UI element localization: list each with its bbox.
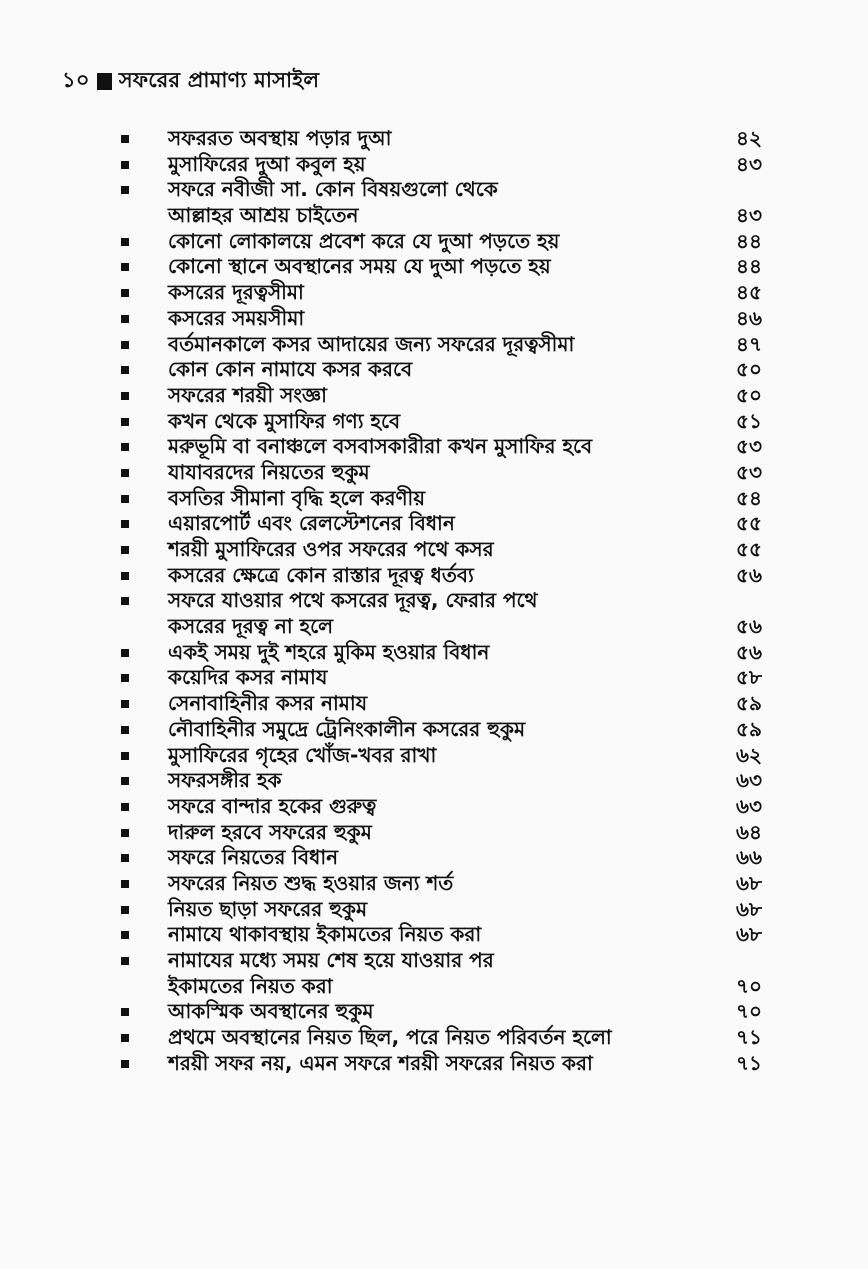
bullet-icon	[121, 674, 129, 682]
toc-entry-title: নৌবাহিনীর সমুদ্রে ট্রেনিংকালীন কসরের হুকুম	[168, 716, 526, 741]
toc-entry-line	[0, 588, 868, 614]
toc-entry-title: কোনো লোকালয়ে প্রবেশ করে যে দুআ পড়তে হয়	[168, 228, 560, 253]
toc-entry-title: সফরে নবীজী সা. কোন বিষয়গুলো থেকে	[168, 177, 498, 202]
toc-page-number: ৬৪	[736, 819, 762, 844]
bullet-icon	[121, 854, 129, 862]
bullet-icon	[121, 289, 129, 297]
toc-entry-line	[0, 794, 868, 820]
toc-entry-title: মুসাফিরের দুআ কবুল হয়	[168, 151, 366, 176]
toc-entry	[0, 177, 868, 228]
toc-entry-line	[0, 922, 868, 948]
bullet-icon	[121, 161, 129, 169]
toc-entry-title: বসতির সীমানা বৃদ্ধি হলে করণীয়	[168, 485, 426, 510]
toc-entry-line	[0, 152, 868, 178]
toc-entry	[0, 511, 868, 537]
toc-entry-title: সফরে নিয়তের বিধান	[168, 845, 339, 870]
toc-page-number: ৫৪	[736, 485, 762, 510]
toc-entry-title: কসরের ক্ষেত্রে কোন রাস্তার দূরত্ব ধর্তব্য	[168, 562, 474, 587]
toc-entry-title: মরুভূমি বা বনাঞ্চলে বসবাসকারীরা কখন মুসাফির হবে	[168, 434, 593, 459]
bullet-icon	[121, 829, 129, 837]
bullet-icon	[121, 392, 129, 400]
toc-page-number: ৫০	[736, 382, 762, 407]
toc-entry-title: শরয়ী মুসাফিরের ওপর সফরের পথে কসর	[168, 537, 494, 561]
toc-entry	[0, 409, 868, 435]
toc-page-number: ৫৩	[736, 459, 762, 484]
bullet-icon	[121, 880, 129, 888]
toc-entry-line	[0, 357, 868, 383]
toc-entry-line	[0, 332, 868, 358]
toc-entry-title: এয়ারপোর্ট এবং রেলস্টেশনের বিধান	[168, 511, 455, 536]
toc-entry	[0, 871, 868, 897]
toc-entry	[0, 845, 868, 871]
toc-entry-title: কোনো স্থানে অবস্থানের সময় যে দুআ পড়তে হয়	[168, 254, 551, 279]
toc-entry-line	[0, 614, 868, 640]
toc-entry	[0, 1051, 868, 1077]
toc-page-number: ৭০	[735, 973, 762, 998]
toc-entry	[0, 999, 868, 1025]
toc-entry	[0, 794, 868, 820]
toc-entry-title: সফরের শরয়ী সংজ্ঞা	[168, 382, 327, 407]
toc-page-number: ৪৪	[736, 228, 762, 253]
toc-entry	[0, 665, 868, 691]
toc-page-number: ৫৩	[736, 434, 762, 459]
toc-entry-title: কসরের দূরত্বসীমা	[168, 280, 304, 305]
toc-entry-line	[0, 409, 868, 435]
toc-entry-line	[0, 280, 868, 306]
toc-page-number: ৭০	[735, 999, 762, 1024]
toc-entry-title: আল্লাহর আশ্রয় চাইতেন	[168, 203, 359, 228]
bullet-icon	[121, 777, 129, 785]
toc-entry	[0, 820, 868, 846]
toc-entry-title: সফরে যাওয়ার পথে কসরের দূরত্ব, ফেরার পথে	[168, 588, 538, 613]
toc-entry-line	[0, 871, 868, 897]
toc-entry-title: নামাযের মধ্যে সময় শেষ হয়ে যাওয়ার পর	[168, 948, 494, 972]
toc-entry	[0, 229, 868, 255]
toc-entry-line	[0, 486, 868, 512]
toc-entry-title: সফররত অবস্থায় পড়ার দুআ	[168, 126, 392, 150]
toc-entry	[0, 563, 868, 589]
toc-entry-title: কসরের সময়সীমা	[168, 305, 305, 330]
toc-page-number: ৫৬	[736, 614, 762, 639]
bullet-icon	[121, 238, 129, 246]
toc-page-number: ৬৩	[735, 768, 762, 793]
toc-page-number: ৫৯	[736, 716, 762, 741]
toc-page-number: ৬৬	[735, 845, 762, 870]
toc-entry-title: সফরের নিয়ত শুদ্ধ হওয়ার জন্য শর্ত	[168, 870, 454, 895]
toc-entry	[0, 357, 868, 383]
toc-page-number: ৬৩	[735, 793, 762, 818]
toc-entry	[0, 640, 868, 666]
bullet-icon	[121, 906, 129, 914]
toc-entry-line	[0, 229, 868, 255]
toc-entry	[0, 486, 868, 512]
toc-entry-line	[0, 743, 868, 769]
toc-entry	[0, 691, 868, 717]
toc-entry	[0, 460, 868, 486]
page-header	[62, 64, 319, 99]
bullet-icon	[121, 366, 129, 374]
toc-entry-line	[0, 511, 868, 537]
toc-page-number: ৪৪	[736, 254, 762, 279]
toc-entry	[0, 948, 868, 999]
toc-entry-title: সফরে বান্দার হকের গুরুত্ব	[168, 793, 377, 818]
toc-page-number: ৫১	[736, 408, 762, 433]
bullet-icon	[121, 1060, 129, 1068]
toc-entry	[0, 126, 868, 152]
toc-entry-line	[0, 203, 868, 229]
toc-entry	[0, 280, 868, 306]
table-of-contents	[0, 126, 868, 1076]
toc-page-number: ৫৫	[736, 537, 762, 561]
bullet-icon	[121, 418, 129, 426]
bullet-icon	[121, 752, 129, 760]
toc-entry	[0, 1025, 868, 1051]
bullet-icon	[121, 700, 129, 708]
toc-page-number: ৪৩	[736, 151, 762, 176]
bullet-icon	[121, 1034, 129, 1042]
bullet-icon	[121, 572, 129, 580]
toc-entry	[0, 743, 868, 769]
bullet-icon	[121, 469, 129, 477]
toc-entry-title: মুসাফিরের গৃহের খোঁজ-খবর রাখা	[168, 742, 437, 767]
toc-page-number: ৪৩	[736, 203, 762, 228]
toc-entry	[0, 152, 868, 178]
toc-entry-line	[0, 563, 868, 589]
toc-entry-line	[0, 383, 868, 409]
toc-entry	[0, 332, 868, 358]
toc-entry-title: শরয়ী সফর নয়, এমন সফরে শরয়ী সফরের নিয়ত করা	[168, 1050, 593, 1075]
bullet-icon	[121, 495, 129, 503]
toc-entry-line	[0, 460, 868, 486]
toc-entry-line	[0, 434, 868, 460]
toc-page-number: ৫০	[736, 357, 762, 382]
toc-entry-line	[0, 177, 868, 203]
toc-entry	[0, 537, 868, 563]
toc-entry-title: বর্তমানকালে কসর আদায়ের জন্য সফরের দূরত্বসীমা	[168, 331, 575, 356]
book-title: সফরের প্রামাণ্য মাসাইল	[118, 68, 320, 92]
toc-entry	[0, 306, 868, 332]
toc-entry-title: কোন কোন নামাযে কসর করবে	[168, 357, 413, 382]
bullet-icon	[121, 546, 129, 554]
toc-page-number: ৫৬	[736, 639, 762, 664]
toc-entry-title: আকস্মিক অবস্থানের হুকুম	[168, 999, 374, 1024]
toc-entry	[0, 383, 868, 409]
toc-entry-line	[0, 999, 868, 1025]
toc-entry-line	[0, 640, 868, 666]
toc-page-number: ৪৭	[736, 331, 762, 356]
square-separator-icon	[97, 73, 112, 90]
bullet-icon	[121, 263, 129, 271]
toc-page-number: ৬৮	[736, 896, 762, 921]
toc-entry-line	[0, 717, 868, 743]
toc-entry-title: নামাযে থাকাবস্থায় ইকামতের নিয়ত করা	[168, 922, 482, 947]
toc-entry-line	[0, 126, 868, 152]
toc-entry-title: নিয়ত ছাড়া সফরের হুকুম	[168, 896, 368, 921]
bullet-icon	[121, 315, 129, 323]
toc-entry-title: ইকামতের নিয়ত করা	[168, 973, 333, 998]
bullet-icon	[121, 186, 129, 194]
toc-page-number: ৭১	[736, 1025, 762, 1050]
toc-entry-line	[0, 974, 868, 1000]
toc-page-number: ৬৮	[736, 922, 762, 947]
toc-entry-title: সফরসঙ্গীর হক	[168, 768, 282, 793]
toc-entry	[0, 588, 868, 639]
toc-page-number: ৫৯	[736, 691, 762, 716]
toc-entry	[0, 897, 868, 923]
bullet-icon	[121, 597, 129, 605]
toc-entry-title: কয়েদির কসর নামায	[168, 665, 328, 690]
toc-page-number: ৫৫	[736, 511, 762, 536]
toc-entry-line	[0, 820, 868, 846]
toc-entry-line	[0, 537, 868, 563]
bullet-icon	[121, 443, 129, 451]
toc-entry-line	[0, 691, 868, 717]
toc-entry-title: যাযাবরদের নিয়তের হুকুম	[168, 459, 370, 484]
toc-page-number: ৫৮	[736, 665, 762, 690]
toc-entry-title: সেনাবাহিনীর কসর নামায	[168, 691, 368, 716]
toc-entry-line	[0, 897, 868, 923]
toc-entry-line	[0, 1051, 868, 1077]
toc-entry	[0, 717, 868, 743]
bullet-icon	[121, 931, 129, 939]
toc-entry	[0, 254, 868, 280]
bullet-icon	[121, 520, 129, 528]
toc-entry-title: প্রথমে অবস্থানের নিয়ত ছিল, পরে নিয়ত পরিবর্তন হলো	[168, 1025, 612, 1050]
bullet-icon	[121, 135, 129, 143]
toc-page-number: ৬৮	[736, 870, 762, 895]
bullet-icon	[121, 649, 129, 657]
bullet-icon	[121, 803, 129, 811]
bullet-icon	[121, 957, 129, 965]
toc-entry-line	[0, 768, 868, 794]
toc-entry	[0, 768, 868, 794]
toc-entry	[0, 434, 868, 460]
toc-entry-line	[0, 845, 868, 871]
toc-page-number: ৪৬	[736, 305, 762, 330]
toc-page-number: ৫৬	[736, 562, 762, 587]
toc-entry-line	[0, 665, 868, 691]
bullet-icon	[121, 1008, 129, 1016]
toc-entry-line	[0, 1025, 868, 1051]
toc-entry-line	[0, 948, 868, 974]
toc-entry-line	[0, 306, 868, 332]
bullet-icon	[121, 726, 129, 734]
toc-entry-title: কসরের দূরত্ব না হলে	[168, 614, 334, 639]
toc-entry-title: দারুল হরবে সফরের হুকুম	[168, 819, 372, 844]
toc-entry-title: একই সময় দুই শহরে মুকিম হওয়ার বিধান	[168, 639, 490, 664]
bullet-icon	[121, 341, 129, 349]
toc-entry-title: কখন থেকে মুসাফির গণ্য হবে	[168, 408, 401, 433]
toc-page-number: ৪২	[736, 126, 762, 150]
toc-entry-line	[0, 254, 868, 280]
toc-page-number: ৬২	[735, 742, 762, 767]
toc-page-number: ৪৫	[736, 280, 762, 305]
toc-entry	[0, 922, 868, 948]
toc-page-number: ৭১	[736, 1050, 762, 1075]
page-number: ১০	[62, 68, 90, 92]
